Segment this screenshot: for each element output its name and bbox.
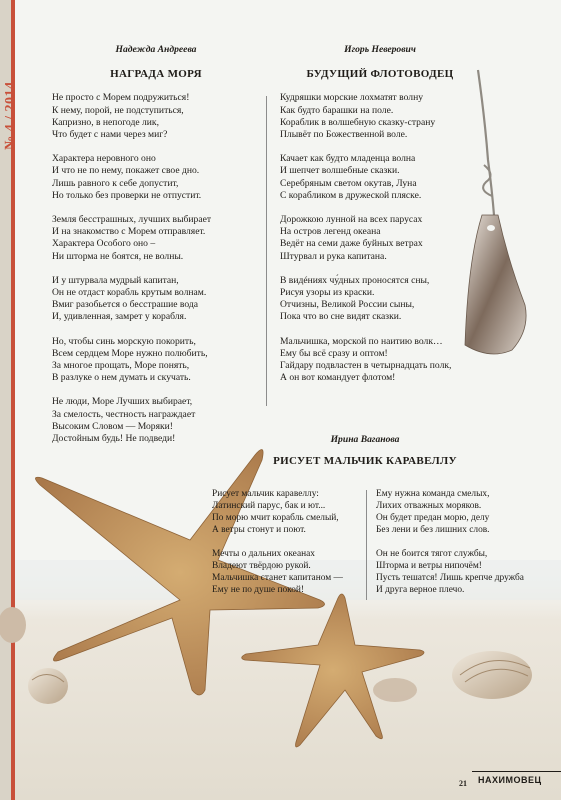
- poem1-title: НАГРАДА МОРЯ: [110, 68, 202, 81]
- poem3-left-column: [212, 488, 343, 608]
- poem1-stanza: [52, 153, 260, 202]
- poem-line: В разлуке о нем думать и скучать.: [52, 372, 191, 384]
- poem-line: Рисует мальчик каравеллу:: [212, 489, 319, 499]
- poem3-stanza: [376, 488, 524, 536]
- poem3-author: Ирина Ваганова: [330, 434, 400, 445]
- poem-line: И у штурвала мудрый капитан,: [52, 274, 179, 286]
- poem-line: Достойным будь! Не подведи!: [52, 433, 176, 445]
- poem-line: Плывёт по Божественной воле.: [280, 129, 408, 141]
- poem-line: Гайдару подвластен в четырнадцать полк,: [280, 360, 452, 372]
- column-divider: [366, 490, 367, 600]
- poem-line: Кораблик в волшебную сказку-страну: [280, 116, 436, 128]
- poem-line: Владеют твёрдою рукой.: [212, 561, 311, 571]
- poem-line: Мечты о дальних океанах: [212, 549, 315, 559]
- poem-line: Мальчишка станет капитаном —: [212, 573, 343, 583]
- poem2-author: Игорь Неверович: [344, 44, 416, 55]
- poem3-header: [215, 434, 515, 479]
- poem-line: Ведёт на семи даже буйных ветрах: [280, 238, 423, 250]
- poem-line: Серебряным светом окутав, Луна: [280, 177, 417, 189]
- poem-budushchiy-flotovodets: [280, 44, 480, 396]
- poem-line: Ни шторма не боятся, не волны.: [52, 250, 184, 262]
- poem3-right-column: [376, 488, 524, 608]
- poem-nagrada-morya: [52, 44, 260, 457]
- poem-line: Высоким Словом — Моряки!: [52, 420, 173, 432]
- poem-line: Всем сердцем Море нужно полюбить,: [52, 347, 208, 359]
- poem-line: Пусть тешатся! Лишь крепче дружба: [376, 573, 524, 583]
- poem-line: Вмиг разобьется о бесстрашие вода: [52, 299, 199, 311]
- poem-line: Латинский парус, бак и ют...: [212, 501, 326, 511]
- page-number: 21: [459, 779, 467, 788]
- poem-line: Штурвал и рука капитана.: [280, 250, 387, 262]
- poem-line: А ветры стонут и поют.: [212, 525, 306, 535]
- poem-line: И что не по нему, покажет свое дно.: [52, 165, 200, 177]
- issue-label: № 4 / 2014: [3, 81, 18, 150]
- poem-line: Но только без проверки не отпустит.: [52, 189, 202, 201]
- poem-line: И друга верное плечо.: [376, 585, 465, 595]
- poem-line: Лихих отважных моряков.: [376, 501, 482, 511]
- poem3-stanza: [376, 548, 524, 596]
- poem1-stanza: [52, 275, 260, 324]
- poem2-title: БУДУЩИЙ ФЛОТОВОДЕЦ: [306, 68, 454, 81]
- poem-line: Лишь равного к себе допустит,: [52, 177, 179, 189]
- shell-left-icon: [28, 668, 68, 704]
- poem-line: За смелость, честность награждает: [52, 408, 196, 420]
- poem2-stanza: [280, 92, 480, 141]
- shell-small-icon: [373, 678, 417, 702]
- poem-line: Характера неровного оно: [52, 153, 156, 165]
- shell-right-icon: [452, 651, 532, 699]
- poem-line: Не просто с Морем подружиться!: [52, 92, 190, 104]
- column-divider: [266, 96, 267, 406]
- poem-line: Пока что во сне видят сказки.: [280, 311, 402, 323]
- poem-line: Не люди, Море Лучших выбирает,: [52, 396, 193, 408]
- poem-line: И на знакомство с Морем отправляет.: [52, 226, 206, 238]
- poem-line: Без лени и без лишних слов.: [376, 525, 490, 535]
- poem-line: Мальчишка, морской по наитию волк…: [280, 335, 443, 347]
- magazine-name: НАХИМОВЕЦ: [478, 775, 542, 785]
- footer-rule: [472, 771, 561, 772]
- poem-line: Ему бы всё сразу и оптом!: [280, 347, 388, 359]
- poem-line: Дорожкою лунной на всех парусах: [280, 214, 423, 226]
- poem-line: К нему, порой, не подступиться,: [52, 104, 184, 116]
- poem-line: В видéниях чу́дных проносятся сны,: [280, 274, 430, 286]
- poem-line: Качает как будто младенца волна: [280, 153, 416, 165]
- poem-line: Отчизны, Великой России сыны,: [280, 299, 415, 311]
- poem1-author: Надежда Андреева: [115, 44, 197, 55]
- poem-line: И, удивленная, замрет у корабля.: [52, 311, 187, 323]
- poem-line: Как будто барашки на поле.: [280, 104, 394, 116]
- poem-line: Кудряшки морские лохматят волну: [280, 92, 423, 104]
- poem-line: Но, чтобы синь морскую покорить,: [52, 335, 196, 347]
- poem-line: По морю мчит корабль смелый,: [212, 513, 339, 523]
- poem-line: Что будет с нами через миг?: [52, 129, 168, 141]
- poem-line: За многое прощать, Море понять,: [52, 360, 190, 372]
- poem1-stanza: [52, 92, 260, 141]
- poem-line: С корабликом в дружеской пляске.: [280, 189, 422, 201]
- poem1-stanza: [52, 336, 260, 385]
- poem2-stanza: [280, 275, 480, 324]
- poem-line: Шторма и ветры нипочём!: [376, 561, 482, 571]
- poem-line: Он будет предан морю, делу: [376, 513, 490, 523]
- poem-line: Он не боится тягот службы,: [376, 549, 488, 559]
- poem-line: Ему нужна команда смелых,: [376, 489, 490, 499]
- poem3-stanza: [212, 548, 343, 596]
- poem3-stanza: [212, 488, 343, 536]
- poem-line: А он вот командует флотом!: [280, 372, 396, 384]
- poem-line: Он не отдаст корабль крутым волнам.: [52, 287, 207, 299]
- poem-line: Ему не по душе покой!: [212, 585, 305, 595]
- poem2-stanza: [280, 214, 480, 263]
- poem-line: И шепчет волшебные сказки.: [280, 165, 400, 177]
- poem3-title: РИСУЕТ МАЛЬЧИК КАРАВЕЛЛУ: [273, 455, 457, 467]
- poem1-stanza: [52, 214, 260, 263]
- poem-line: Капризно, в непогоде лик,: [52, 116, 159, 128]
- poem-line: Характера Особого оно –: [52, 238, 156, 250]
- poem2-stanza: [280, 336, 480, 385]
- poem-line: Рисуя узоры из краски.: [280, 287, 375, 299]
- poem-line: Земля бесстрашных, лучших выбирает: [52, 214, 212, 226]
- poem2-stanza: [280, 153, 480, 202]
- poem-line: На остров легенд океана: [280, 226, 381, 238]
